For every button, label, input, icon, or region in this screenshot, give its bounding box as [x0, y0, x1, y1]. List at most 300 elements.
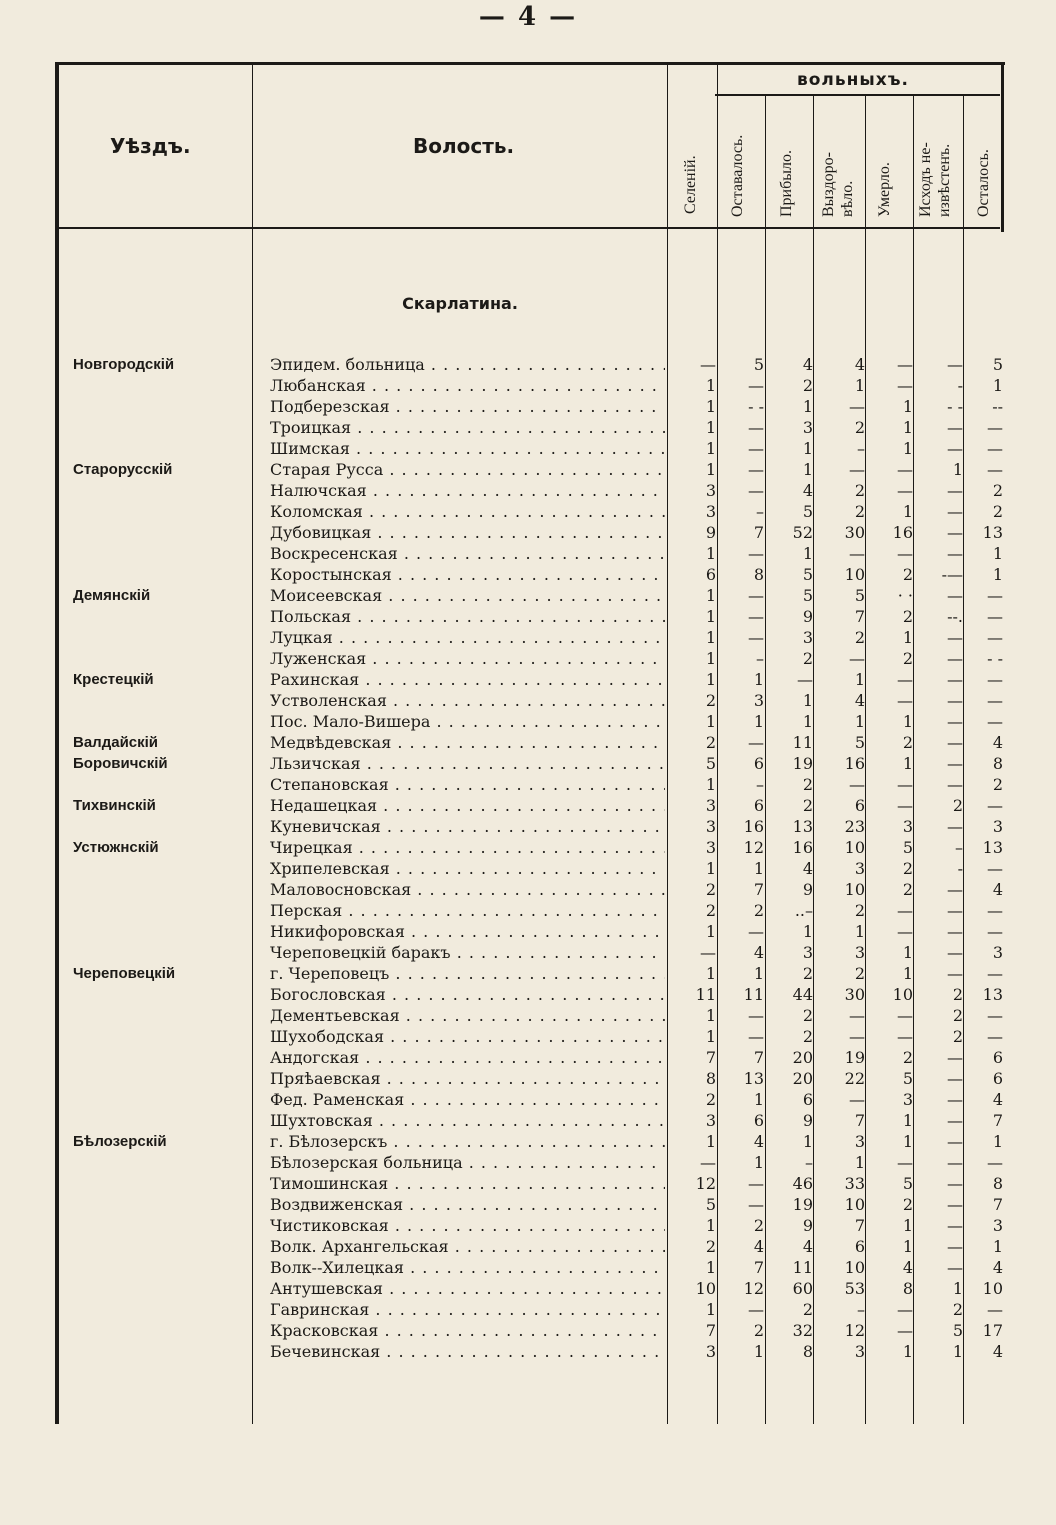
- cell-umerlo: · ·: [897, 586, 913, 605]
- table-row: [55, 795, 1005, 816]
- cell-vyzdorovelo: 7: [854, 607, 865, 626]
- cell-vyzdorovelo: 22: [844, 1069, 865, 1088]
- cell-iskhod: —: [947, 481, 963, 500]
- cell-ostavalos: 4: [753, 1132, 764, 1151]
- row-volost: Любанская . . .: [270, 375, 665, 396]
- cell-ostavalos: 1: [753, 1342, 764, 1361]
- cell-pribylo: ..–: [794, 901, 813, 920]
- cell-ostalos: 2: [992, 481, 1003, 500]
- row-volost: Волк--Хилецкая . . .: [270, 1257, 665, 1278]
- cell-iskhod: —: [947, 1048, 963, 1067]
- cell-seleniy: 1: [705, 964, 716, 983]
- cell-umerlo: 1: [902, 397, 913, 416]
- cell-ostalos: 13: [982, 838, 1003, 857]
- cell-seleniy: 2: [705, 1090, 716, 1109]
- cell-ostalos: 1: [992, 565, 1003, 584]
- cell-seleniy: 2: [705, 901, 716, 920]
- cell-iskhod: —: [947, 1258, 963, 1277]
- table-row: [55, 1215, 1005, 1236]
- cell-iskhod: 2: [952, 1027, 963, 1046]
- cell-vyzdorovelo: 1: [854, 670, 865, 689]
- cell-ostalos: —: [987, 460, 1003, 479]
- cell-pribylo: 2: [802, 1300, 813, 1319]
- cell-ostalos: —: [987, 586, 1003, 605]
- cell-pribylo: 1: [802, 439, 813, 458]
- cell-vyzdorovelo: 2: [854, 481, 865, 500]
- cell-pribylo: 52: [792, 523, 813, 542]
- table-row: [55, 459, 1005, 480]
- cell-vyzdorovelo: 10: [844, 1258, 865, 1277]
- cell-seleniy: 3: [705, 502, 716, 521]
- cell-seleniy: 2: [705, 733, 716, 752]
- cell-vyzdorovelo: —: [849, 649, 865, 668]
- cell-seleniy: 2: [705, 1237, 716, 1256]
- cell-iskhod: —: [947, 1090, 963, 1109]
- cell-vyzdorovelo: –: [857, 439, 865, 458]
- cell-iskhod: —: [947, 880, 963, 899]
- cell-umerlo: 2: [902, 607, 913, 626]
- cell-umerlo: 1: [902, 1342, 913, 1361]
- cell-vyzdorovelo: 3: [854, 859, 865, 878]
- row-volost: Куневичская . . .: [270, 816, 665, 837]
- cell-ostavalos: —: [748, 733, 764, 752]
- cell-iskhod: -: [957, 859, 963, 878]
- cell-seleniy: 1: [705, 586, 716, 605]
- table-row: [55, 900, 1005, 921]
- cell-ostavalos: 6: [753, 754, 764, 773]
- cell-iskhod: —: [947, 1237, 963, 1256]
- cell-pribylo: 2: [802, 649, 813, 668]
- cell-seleniy: 10: [695, 1279, 716, 1298]
- cell-iskhod: 1: [952, 460, 963, 479]
- cell-pribylo: –: [805, 1153, 813, 1172]
- cell-ostalos: 4: [992, 1258, 1003, 1277]
- cell-ostavalos: - -: [748, 397, 764, 416]
- section-title: Скарлатина.: [402, 294, 518, 313]
- cell-iskhod: —: [947, 1111, 963, 1130]
- header-bottom-rule: [55, 227, 1000, 229]
- row-uezd: Устюжнскій: [73, 839, 159, 856]
- row-volost: Гавринская . . .: [270, 1299, 665, 1320]
- cell-pribylo: 5: [802, 565, 813, 584]
- cell-vyzdorovelo: 5: [854, 586, 865, 605]
- table-row: [55, 1194, 1005, 1215]
- cell-seleniy: 1: [705, 397, 716, 416]
- header-ostavalos: Оставалось.: [729, 134, 746, 217]
- cell-vyzdorovelo: 4: [854, 691, 865, 710]
- cell-ostalos: —: [987, 922, 1003, 941]
- cell-iskhod: —: [947, 1216, 963, 1235]
- cell-ostavalos: —: [748, 922, 764, 941]
- cell-umerlo: 16: [892, 523, 913, 542]
- cell-ostalos: 5: [992, 355, 1003, 374]
- cell-ostavalos: 12: [743, 1279, 764, 1298]
- cell-seleniy: 1: [705, 649, 716, 668]
- table-row: [55, 1236, 1005, 1257]
- cell-ostalos: 17: [982, 1321, 1003, 1340]
- cell-ostalos: 7: [992, 1111, 1003, 1130]
- cell-umerlo: —: [897, 1027, 913, 1046]
- cell-ostalos: —: [987, 1300, 1003, 1319]
- cell-ostalos: 13: [982, 523, 1003, 542]
- table-row: [55, 1026, 1005, 1047]
- cell-ostalos: —: [987, 607, 1003, 626]
- cell-seleniy: 3: [705, 796, 716, 815]
- cell-iskhod: 1: [952, 1279, 963, 1298]
- table-row: [55, 774, 1005, 795]
- cell-pribylo: 1: [802, 922, 813, 941]
- table-row: [55, 1299, 1005, 1320]
- table-row: [55, 606, 1005, 627]
- cell-seleniy: 3: [705, 481, 716, 500]
- table-row: [55, 963, 1005, 984]
- cell-vyzdorovelo: 10: [844, 1195, 865, 1214]
- cell-pribylo: 44: [792, 985, 813, 1004]
- cell-vyzdorovelo: 4: [854, 355, 865, 374]
- cell-iskhod: —: [947, 523, 963, 542]
- cell-ostavalos: 2: [753, 901, 764, 920]
- row-volost: Волк. Архангельская . . .: [270, 1236, 665, 1257]
- cell-ostalos: —: [987, 1153, 1003, 1172]
- table-row: [55, 1278, 1005, 1299]
- row-volost: Шухтовская . . .: [270, 1110, 665, 1131]
- cell-seleniy: 1: [705, 460, 716, 479]
- cell-ostalos: --: [992, 397, 1003, 416]
- cell-umerlo: 2: [902, 733, 913, 752]
- cell-pribylo: 1: [802, 460, 813, 479]
- cell-vyzdorovelo: 1: [854, 376, 865, 395]
- cell-iskhod: —: [947, 502, 963, 521]
- cell-ostalos: 6: [992, 1048, 1003, 1067]
- cell-seleniy: 3: [705, 1111, 716, 1130]
- cell-vyzdorovelo: —: [849, 775, 865, 794]
- cell-iskhod: 5: [952, 1321, 963, 1340]
- cell-iskhod: —: [947, 628, 963, 647]
- cell-vyzdorovelo: 1: [854, 1153, 865, 1172]
- cell-vyzdorovelo: 30: [844, 985, 865, 1004]
- cell-seleniy: 1: [705, 670, 716, 689]
- header-ostalos: Осталось.: [975, 149, 992, 217]
- row-volost: Череповецкій баракъ . . .: [270, 942, 665, 963]
- cell-pribylo: 5: [802, 586, 813, 605]
- cell-pribylo: 13: [792, 817, 813, 836]
- cell-iskhod: 2: [952, 985, 963, 1004]
- cell-pribylo: 9: [802, 607, 813, 626]
- cell-ostavalos: 1: [753, 1153, 764, 1172]
- cell-ostavalos: —: [748, 1027, 764, 1046]
- table-top-border: [55, 62, 1005, 65]
- cell-iskhod: —: [947, 754, 963, 773]
- cell-iskhod: 2: [952, 1300, 963, 1319]
- cell-ostalos: 8: [992, 754, 1003, 773]
- cell-iskhod: —: [947, 1195, 963, 1214]
- cell-seleniy: —: [700, 943, 716, 962]
- header-iskhod-2: извѣстенъ.: [936, 143, 953, 217]
- table-row: [55, 690, 1005, 711]
- cell-iskhod: - -: [947, 397, 963, 416]
- cell-vyzdorovelo: 2: [854, 901, 865, 920]
- cell-pribylo: 4: [802, 481, 813, 500]
- cell-vyzdorovelo: 16: [844, 754, 865, 773]
- cell-umerlo: —: [897, 1153, 913, 1172]
- table-row: [55, 1320, 1005, 1341]
- cell-pribylo: 4: [802, 355, 813, 374]
- cell-vyzdorovelo: 10: [844, 880, 865, 899]
- cell-ostalos: 3: [992, 943, 1003, 962]
- cell-umerlo: —: [897, 901, 913, 920]
- row-volost: Степановская . . .: [270, 774, 665, 795]
- cell-seleniy: 7: [705, 1048, 716, 1067]
- row-volost: Дубовицкая . . .: [270, 522, 665, 543]
- cell-umerlo: —: [897, 481, 913, 500]
- cell-umerlo: 1: [902, 1237, 913, 1256]
- cell-ostalos: —: [987, 418, 1003, 437]
- cell-ostavalos: —: [748, 628, 764, 647]
- row-uezd: Валдайскій: [73, 734, 159, 751]
- cell-vyzdorovelo: 33: [844, 1174, 865, 1193]
- table-row: [55, 1257, 1005, 1278]
- cell-seleniy: 1: [705, 1132, 716, 1151]
- cell-umerlo: —: [897, 922, 913, 941]
- cell-umerlo: 1: [902, 943, 913, 962]
- cell-ostalos: —: [987, 670, 1003, 689]
- table-row: [55, 480, 1005, 501]
- cell-vyzdorovelo: —: [849, 544, 865, 563]
- cell-ostalos: —: [987, 1027, 1003, 1046]
- cell-seleniy: 1: [705, 775, 716, 794]
- table-row: [55, 354, 1005, 375]
- table-body: [55, 354, 1005, 1362]
- cell-seleniy: 1: [705, 859, 716, 878]
- cell-pribylo: 2: [802, 376, 813, 395]
- cell-ostalos: 13: [982, 985, 1003, 1004]
- cell-pribylo: 20: [792, 1048, 813, 1067]
- cell-ostavalos: 11: [743, 985, 764, 1004]
- table-row: [55, 438, 1005, 459]
- cell-umerlo: 1: [902, 439, 913, 458]
- cell-ostalos: —: [987, 901, 1003, 920]
- cell-ostavalos: —: [748, 481, 764, 500]
- cell-ostalos: 8: [992, 1174, 1003, 1193]
- cell-iskhod: 2: [952, 796, 963, 815]
- row-volost: Медвѣдевская . . .: [270, 732, 665, 753]
- header-seleniy: Селеній.: [682, 155, 699, 214]
- cell-ostavalos: 7: [753, 1048, 764, 1067]
- table-row: [55, 543, 1005, 564]
- cell-umerlo: 2: [902, 565, 913, 584]
- cell-iskhod: —: [947, 691, 963, 710]
- cell-seleniy: —: [700, 1153, 716, 1172]
- header-vyzdorovelo-2: вѣло.: [839, 180, 856, 217]
- table-right-border: [1001, 62, 1004, 232]
- table-row: [55, 921, 1005, 942]
- row-volost: Луцкая . . .: [270, 627, 665, 648]
- cell-ostalos: 2: [992, 502, 1003, 521]
- cell-ostavalos: —: [748, 418, 764, 437]
- row-volost: Богословская . . .: [270, 984, 665, 1005]
- row-uezd: Старорусскій: [73, 461, 173, 478]
- cell-ostalos: 10: [982, 1279, 1003, 1298]
- cell-seleniy: 1: [705, 1300, 716, 1319]
- cell-seleniy: 1: [705, 1216, 716, 1235]
- cell-ostalos: 6: [992, 1069, 1003, 1088]
- row-volost: Недашецкая . . .: [270, 795, 665, 816]
- cell-ostavalos: 7: [753, 1258, 764, 1277]
- cell-umerlo: 1: [902, 754, 913, 773]
- cell-ostavalos: 2: [753, 1321, 764, 1340]
- cell-ostavalos: 1: [753, 712, 764, 731]
- header-volost: Волость.: [413, 134, 515, 158]
- row-volost: Троицкая . . .: [270, 417, 665, 438]
- cell-vyzdorovelo: 30: [844, 523, 865, 542]
- cell-ostavalos: 6: [753, 796, 764, 815]
- cell-iskhod: —: [947, 1174, 963, 1193]
- table-row: [55, 669, 1005, 690]
- cell-umerlo: 2: [902, 1195, 913, 1214]
- cell-ostalos: - -: [987, 649, 1003, 668]
- row-uezd: Боровичскій: [73, 755, 168, 772]
- cell-vyzdorovelo: —: [849, 1090, 865, 1109]
- table-row: [55, 1110, 1005, 1131]
- cell-umerlo: 1: [902, 1132, 913, 1151]
- cell-ostavalos: 7: [753, 523, 764, 542]
- cell-iskhod: --.: [947, 607, 963, 626]
- cell-seleniy: 2: [705, 691, 716, 710]
- statistics-table: [55, 62, 1005, 1424]
- table-row: [55, 1089, 1005, 1110]
- table-row: [55, 711, 1005, 732]
- cell-ostavalos: —: [748, 460, 764, 479]
- cell-umerlo: 2: [902, 1048, 913, 1067]
- cell-ostavalos: 2: [753, 1216, 764, 1235]
- cell-iskhod: —: [947, 418, 963, 437]
- table-row: [55, 1341, 1005, 1362]
- cell-umerlo: 5: [902, 1069, 913, 1088]
- cell-seleniy: 7: [705, 1321, 716, 1340]
- cell-vyzdorovelo: —: [849, 397, 865, 416]
- table-row: [55, 732, 1005, 753]
- row-volost: Польская . . .: [270, 606, 665, 627]
- cell-iskhod: —: [947, 733, 963, 752]
- cell-umerlo: 2: [902, 649, 913, 668]
- cell-ostavalos: 16: [743, 817, 764, 836]
- cell-ostavalos: 12: [743, 838, 764, 857]
- row-volost: Фед. Раменская . . .: [270, 1089, 665, 1110]
- row-volost: Хрипелевская . . .: [270, 858, 665, 879]
- row-volost: Моисеевская . . .: [270, 585, 665, 606]
- row-volost: Антушевская . . .: [270, 1278, 665, 1299]
- row-volost: Устволенская . . .: [270, 690, 665, 711]
- cell-ostalos: —: [987, 439, 1003, 458]
- cell-ostalos: 4: [992, 733, 1003, 752]
- table-row: [55, 375, 1005, 396]
- row-volost: Бечевинская . . .: [270, 1341, 665, 1362]
- cell-pribylo: 60: [792, 1279, 813, 1298]
- cell-ostavalos: –: [756, 502, 764, 521]
- table-row: [55, 1131, 1005, 1152]
- table-row: [55, 522, 1005, 543]
- cell-umerlo: 4: [902, 1258, 913, 1277]
- table-row: [55, 942, 1005, 963]
- cell-pribylo: 8: [802, 1342, 813, 1361]
- cell-ostavalos: 6: [753, 1111, 764, 1130]
- cell-pribylo: 1: [802, 691, 813, 710]
- cell-vyzdorovelo: —: [849, 460, 865, 479]
- row-volost: Шухободская . . .: [270, 1026, 665, 1047]
- row-volost: Пос. Мало-Вишера . . .: [270, 711, 665, 732]
- table-row: [55, 1068, 1005, 1089]
- cell-seleniy: 1: [705, 418, 716, 437]
- row-volost: Маловосновская . . .: [270, 879, 665, 900]
- cell-ostavalos: 1: [753, 1090, 764, 1109]
- cell-ostavalos: —: [748, 439, 764, 458]
- cell-pribylo: 9: [802, 1111, 813, 1130]
- cell-ostalos: —: [987, 1006, 1003, 1025]
- cell-umerlo: —: [897, 544, 913, 563]
- cell-ostalos: —: [987, 691, 1003, 710]
- row-volost: Эпидем. больница . . .: [270, 354, 665, 375]
- cell-vyzdorovelo: 3: [854, 1132, 865, 1151]
- table-row: [55, 1152, 1005, 1173]
- table-row: [55, 816, 1005, 837]
- cell-vyzdorovelo: 2: [854, 628, 865, 647]
- cell-ostalos: —: [987, 796, 1003, 815]
- cell-pribylo: 6: [802, 1090, 813, 1109]
- cell-ostavalos: 8: [753, 565, 764, 584]
- cell-ostalos: 4: [992, 880, 1003, 899]
- row-volost: Воскресенская . . .: [270, 543, 665, 564]
- cell-ostalos: 1: [992, 1132, 1003, 1151]
- row-volost: Чирецкая . . .: [270, 837, 665, 858]
- cell-ostavalos: –: [756, 649, 764, 668]
- cell-umerlo: —: [897, 1300, 913, 1319]
- cell-seleniy: 1: [705, 1006, 716, 1025]
- cell-iskhod: 1: [952, 1342, 963, 1361]
- row-volost: Налючская . . .: [270, 480, 665, 501]
- cell-seleniy: 6: [705, 565, 716, 584]
- row-volost: Перская . . .: [270, 900, 665, 921]
- cell-vyzdorovelo: 1: [854, 922, 865, 941]
- table-row: [55, 396, 1005, 417]
- cell-vyzdorovelo: 2: [854, 964, 865, 983]
- cell-pribylo: 32: [792, 1321, 813, 1340]
- cell-ostavalos: 1: [753, 964, 764, 983]
- cell-vyzdorovelo: 6: [854, 1237, 865, 1256]
- cell-pribylo: 2: [802, 1006, 813, 1025]
- cell-pribylo: 19: [792, 754, 813, 773]
- cell-pribylo: 2: [802, 796, 813, 815]
- cell-umerlo: 1: [902, 418, 913, 437]
- cell-pribylo: 19: [792, 1195, 813, 1214]
- table-row: [55, 1005, 1005, 1026]
- row-volost: г. Бѣлозерскъ . . .: [270, 1131, 665, 1152]
- cell-pribylo: 9: [802, 1216, 813, 1235]
- header-pribylo: Прибыло.: [778, 150, 795, 217]
- header-volnykh: вольныхъ.: [797, 70, 909, 90]
- cell-ostavalos: –: [756, 775, 764, 794]
- row-volost: Рахинская . . .: [270, 669, 665, 690]
- cell-iskhod: —: [947, 544, 963, 563]
- cell-iskhod: —: [947, 901, 963, 920]
- cell-ostavalos: 1: [753, 670, 764, 689]
- cell-iskhod: —: [947, 817, 963, 836]
- cell-seleniy: 3: [705, 838, 716, 857]
- cell-seleniy: 12: [695, 1174, 716, 1193]
- cell-umerlo: —: [897, 1321, 913, 1340]
- cell-pribylo: 20: [792, 1069, 813, 1088]
- cell-umerlo: 1: [902, 964, 913, 983]
- cell-seleniy: 2: [705, 880, 716, 899]
